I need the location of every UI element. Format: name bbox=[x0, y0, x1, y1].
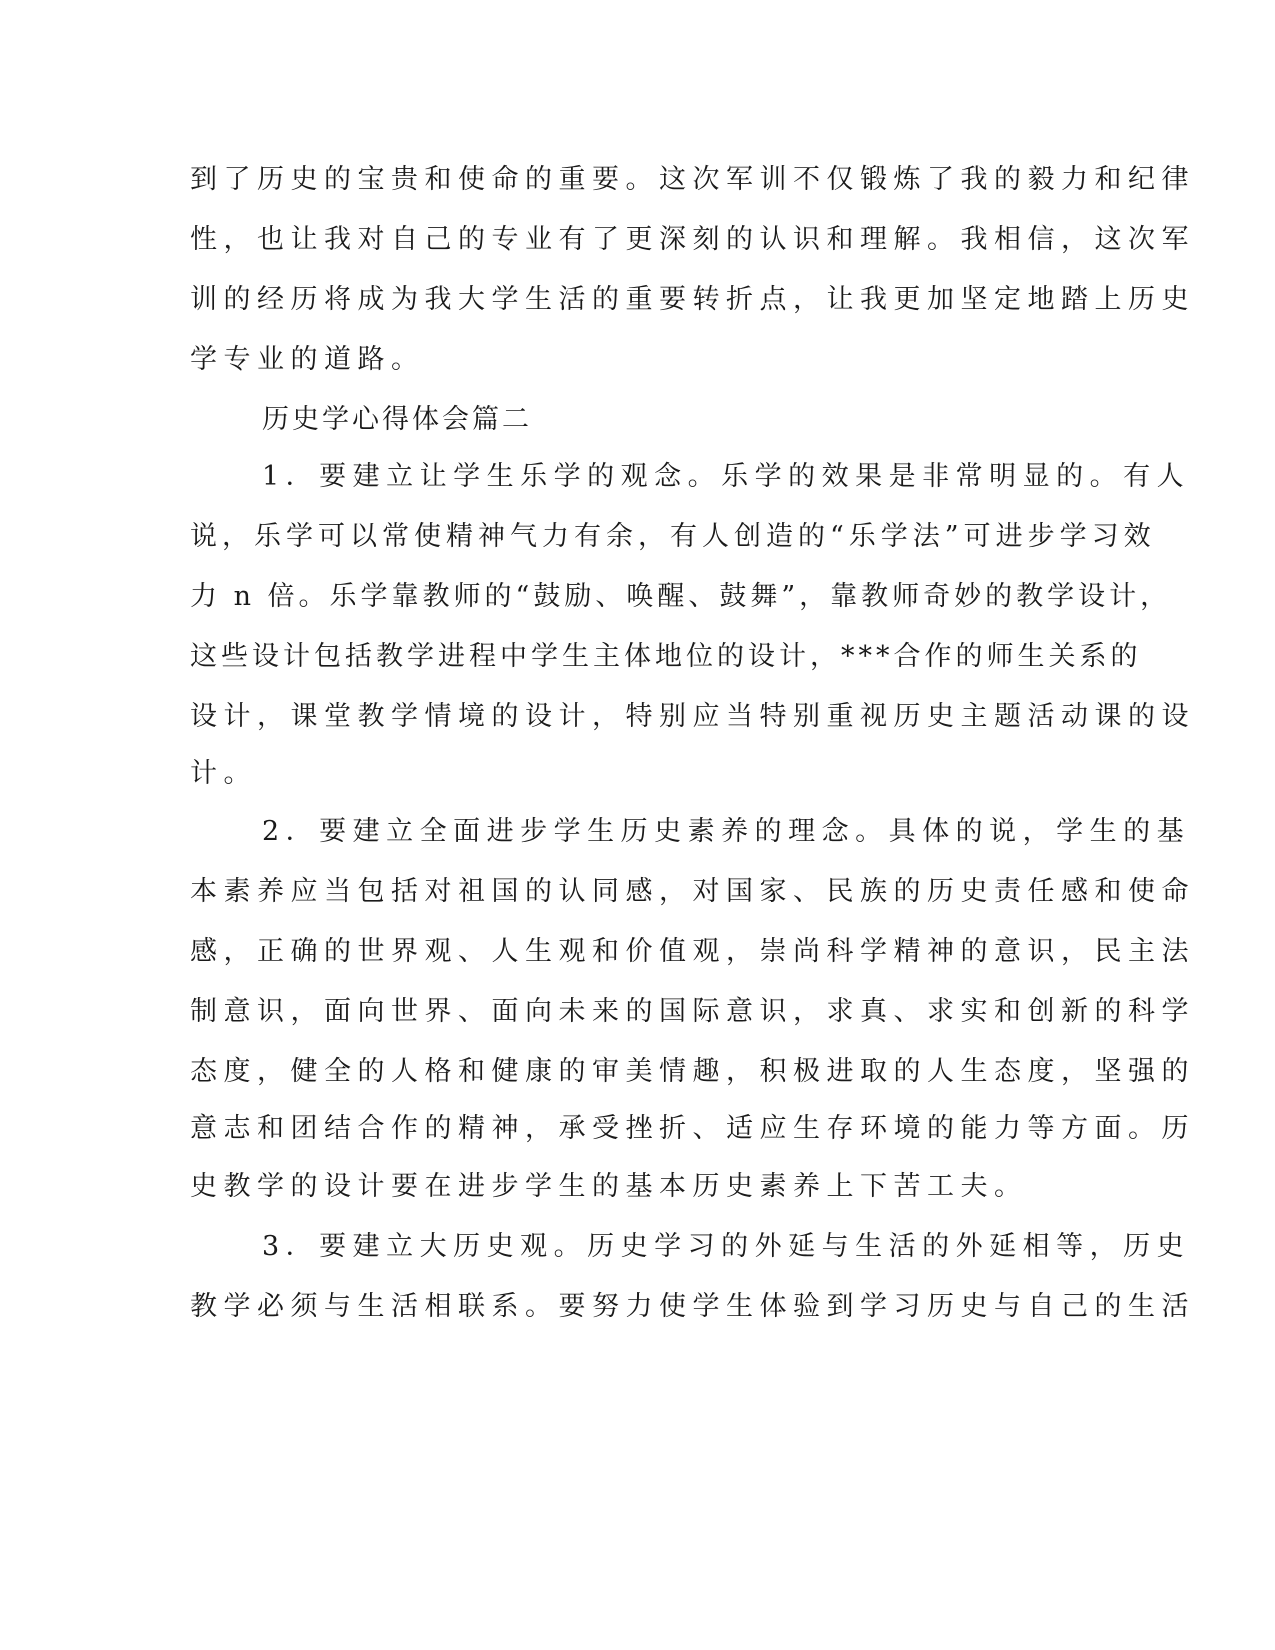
text-line: 意志和团结合作的精神，承受挫折、适应生存环境的能力等方面。历 bbox=[190, 1113, 1195, 1144]
text-line: 到了历史的宝贵和使命的重要。这次军训不仅锻炼了我的毅力和纪律 bbox=[190, 164, 1195, 195]
section-heading: 历史学心得体会篇二 bbox=[262, 404, 532, 435]
text-line: 设计，课堂教学情境的设计，特别应当特别重视历史主题活动课的设 bbox=[190, 701, 1195, 732]
text-line: 制意识，面向世界、面向未来的国际意识，求真、求实和创新的科学 bbox=[190, 996, 1195, 1027]
text-line: 这些设计包括教学进程中学生主体地位的设计，***合作的师生关系的 bbox=[190, 641, 1142, 672]
text-line: 力 n 倍。乐学靠教师的“鼓励、唤醒、鼓舞”，靠教师奇妙的教学设计， bbox=[190, 581, 1172, 612]
text-line: 2．要建立全面进步学生历史素养的理念。具体的说，学生的基 bbox=[262, 816, 1191, 847]
text-line: 感，正确的世界观、人生观和价值观，崇尚科学精神的意识，民主法 bbox=[190, 936, 1195, 967]
text-line: 态度，健全的人格和健康的审美情趣，积极进取的人生态度，坚强的 bbox=[190, 1056, 1195, 1087]
text-line: 教学必须与生活相联系。要努力使学生体验到学习历史与自己的生活 bbox=[190, 1291, 1195, 1322]
text-line: 学专业的道路。 bbox=[190, 344, 425, 375]
text-line: 史教学的设计要在进步学生的基本历史素养上下苦工夫。 bbox=[190, 1171, 1028, 1202]
text-line: 训的经历将成为我大学生活的重要转折点，让我更加坚定地踏上历史 bbox=[190, 284, 1195, 315]
text-line: 1．要建立让学生乐学的观念。乐学的效果是非常明显的。有人 bbox=[262, 461, 1191, 492]
text-line: 性，也让我对自己的专业有了更深刻的认识和理解。我相信，这次军 bbox=[190, 224, 1195, 255]
text-line: 计。 bbox=[190, 758, 257, 789]
text-line: 说，乐学可以常使精神气力有余，有人创造的“乐学法”可进步学习效 bbox=[190, 521, 1156, 552]
text-line: 本素养应当包括对祖国的认同感，对国家、民族的历史责任感和使命 bbox=[190, 876, 1195, 907]
text-line: 3．要建立大历史观。历史学习的外延与生活的外延相等，历史 bbox=[262, 1231, 1191, 1262]
